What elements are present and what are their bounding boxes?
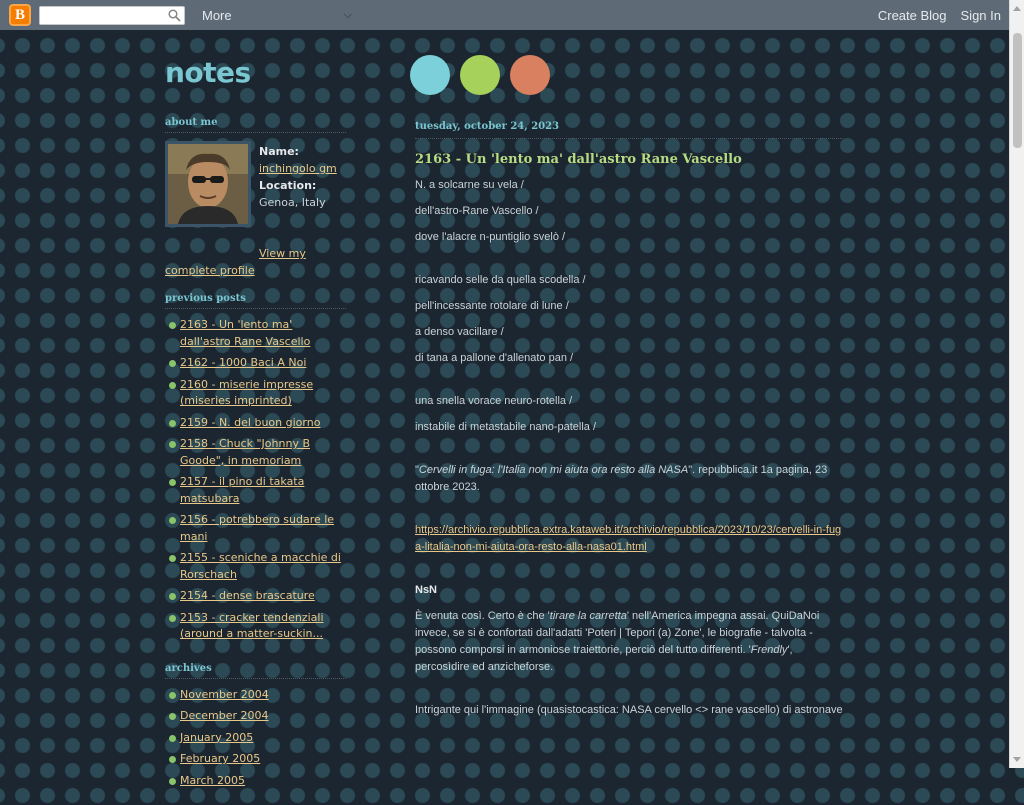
search-input[interactable] [40, 7, 160, 24]
paragraph-text-b: ' nell'America impegna assai. QuiDaNoi invece, se si è confortati dall'adatti 'Poteri | Tepori (a) Zone', le biografie - talvolta - possono comporsi in armoniose traiettorie, perciò del tutto differenti. ' [415, 610, 820, 656]
list-item [165, 588, 346, 605]
list-item [165, 377, 346, 410]
header-dot-green [460, 55, 500, 95]
post-line: dove l'alacre n-puntiglio svelò / [415, 231, 566, 243]
profile-name-link[interactable]: inchingolo gm [259, 162, 337, 175]
previous-post-link[interactable]: 2162 - 1000 Baci A Noi [180, 356, 307, 369]
blogger-navbar [0, 0, 1009, 30]
list-item [165, 550, 346, 583]
previous-posts-heading: previous posts [165, 293, 346, 309]
post-line: ricavando selle da quella scodella / [415, 274, 586, 286]
list-item [165, 687, 346, 704]
previous-post-link[interactable]: 2160 - miserie impresse (miseries imprinted) [180, 377, 314, 407]
paragraph-italic-1: tirare la carretta [549, 610, 627, 622]
about-me-heading: about me [165, 117, 346, 133]
previous-posts-list [165, 317, 346, 643]
article-link[interactable]: https://archivio.repubblica.extra.kataweb.it/archivio/repubblica/2023/10/23/cervelli-in-fuga-litalia-non-mi-aiuta-ora-resto-alla-nasa01.html [415, 524, 842, 553]
archive-link[interactable]: January 2005 [180, 730, 254, 744]
chevron-down-icon[interactable]: ⌵ [343, 8, 352, 21]
list-item [165, 751, 346, 768]
list-item [165, 773, 346, 790]
location-label: Location: [259, 179, 317, 192]
paragraph-text-c: ', percosìdire ed anzicheforse. [415, 644, 793, 673]
nsn-label: NsN [415, 584, 438, 596]
list-item [165, 730, 346, 747]
location-value: Genoa, Italy [259, 196, 326, 209]
list-item [165, 610, 346, 643]
citation-source: . repubblica.it 1a pagina, 23 ottobre 2023. [415, 464, 828, 493]
sign-in-link[interactable]: Sign In [960, 7, 1001, 23]
navbar-search [39, 6, 185, 25]
search-icon[interactable] [168, 9, 181, 22]
blogger-logo-icon[interactable]: B [9, 4, 31, 26]
post-body [415, 177, 843, 719]
list-item [165, 355, 346, 372]
archives-list [165, 687, 346, 790]
view-profile-link[interactable]: View my [259, 247, 306, 260]
previous-post-link[interactable]: 2153 - cracker tendenziali (around a matter-suckin... [180, 610, 324, 640]
scrollbar-thumb[interactable] [1013, 33, 1022, 148]
list-item [165, 317, 346, 350]
header-dot-blue [410, 55, 450, 95]
list-item [165, 474, 346, 507]
archive-link[interactable]: March 2005 [180, 773, 246, 787]
paragraph-text-a: È venuta così. Certo è che ' [415, 610, 550, 622]
list-item [165, 512, 346, 545]
previous-post-link[interactable]: 2156 - potrebbero sudare le mani [180, 513, 335, 543]
archives-heading: archives [165, 663, 346, 679]
archive-link[interactable]: February 2005 [180, 752, 261, 765]
main-content [415, 121, 843, 728]
scroll-up-icon[interactable] [1013, 6, 1021, 11]
post-link-paragraph [415, 522, 843, 556]
post-paragraph [415, 608, 843, 676]
post-line: Intrigante qui l'immagine (quasistocastica: NASA cervello <> rane vascello) di astronave [415, 704, 843, 716]
profile-info [259, 143, 337, 211]
previous-post-link[interactable]: 2159 - N. del buon giorno [180, 415, 321, 429]
previous-post-link[interactable]: 2154 - dense brascature [180, 589, 315, 602]
scroll-down-icon[interactable] [1013, 757, 1021, 762]
post-date: tuesday, october 24, 2023 [415, 121, 843, 139]
name-label: Name: [259, 145, 299, 158]
post-line: dell'astro-Rane Vascello / [415, 205, 539, 217]
post-line: pell'incessante rotolare di lune / [415, 300, 569, 312]
post-line: N. a solcarne su vela / [415, 179, 524, 191]
post-line: di tana a pallone d'allenato pan / [415, 352, 574, 364]
list-item [165, 708, 346, 725]
header-dot-orange [510, 55, 550, 95]
profile-portrait-icon [168, 144, 248, 224]
previous-post-link[interactable]: 2157 - il pino di takata matsubara [180, 475, 305, 505]
post-line: instabile di metastabile nano-patella / [415, 421, 597, 433]
create-blog-link[interactable]: Create Blog [877, 7, 947, 23]
post-title[interactable]: 2163 - Un 'lento ma' dall'astro Rane Vascello [415, 152, 742, 167]
archive-link[interactable]: December 2004 [180, 709, 269, 722]
profile-photo[interactable] [165, 141, 251, 227]
blog-title[interactable]: notes [165, 56, 251, 89]
citation-title: Cervelli in fuga: l'Italia non mi aiuta ora resto alla NASA [418, 464, 689, 476]
archive-link[interactable]: November 2004 [180, 687, 269, 701]
previous-post-link[interactable]: 2158 - Chuck "Johnny B Goode", in memoriam [180, 437, 310, 467]
previous-post-link[interactable]: 2163 - Un 'lento ma' dall'astro Rane Vascello [180, 318, 311, 348]
sidebar [165, 117, 346, 805]
list-item [165, 436, 346, 469]
post-citation: "Cervelli in fuga: l'Italia non mi aiuta ora resto alla NASA". repubblica.it 1a pagina, 23 ottobre 2023. [415, 464, 828, 493]
paragraph-italic-2: Frendly [750, 644, 788, 656]
list-item [165, 415, 346, 432]
more-menu[interactable]: More [202, 7, 232, 23]
profile [165, 141, 346, 277]
previous-post-link[interactable]: 2155 - sceniche a macchie di Rorschach [180, 551, 341, 581]
post-line: a denso vacillare / [415, 326, 504, 338]
page-scrollbar[interactable] [1009, 0, 1024, 768]
view-profile-link-cont[interactable]: complete profile [165, 264, 255, 277]
post-line: una snella vorace neuro-rotella / [415, 395, 573, 407]
